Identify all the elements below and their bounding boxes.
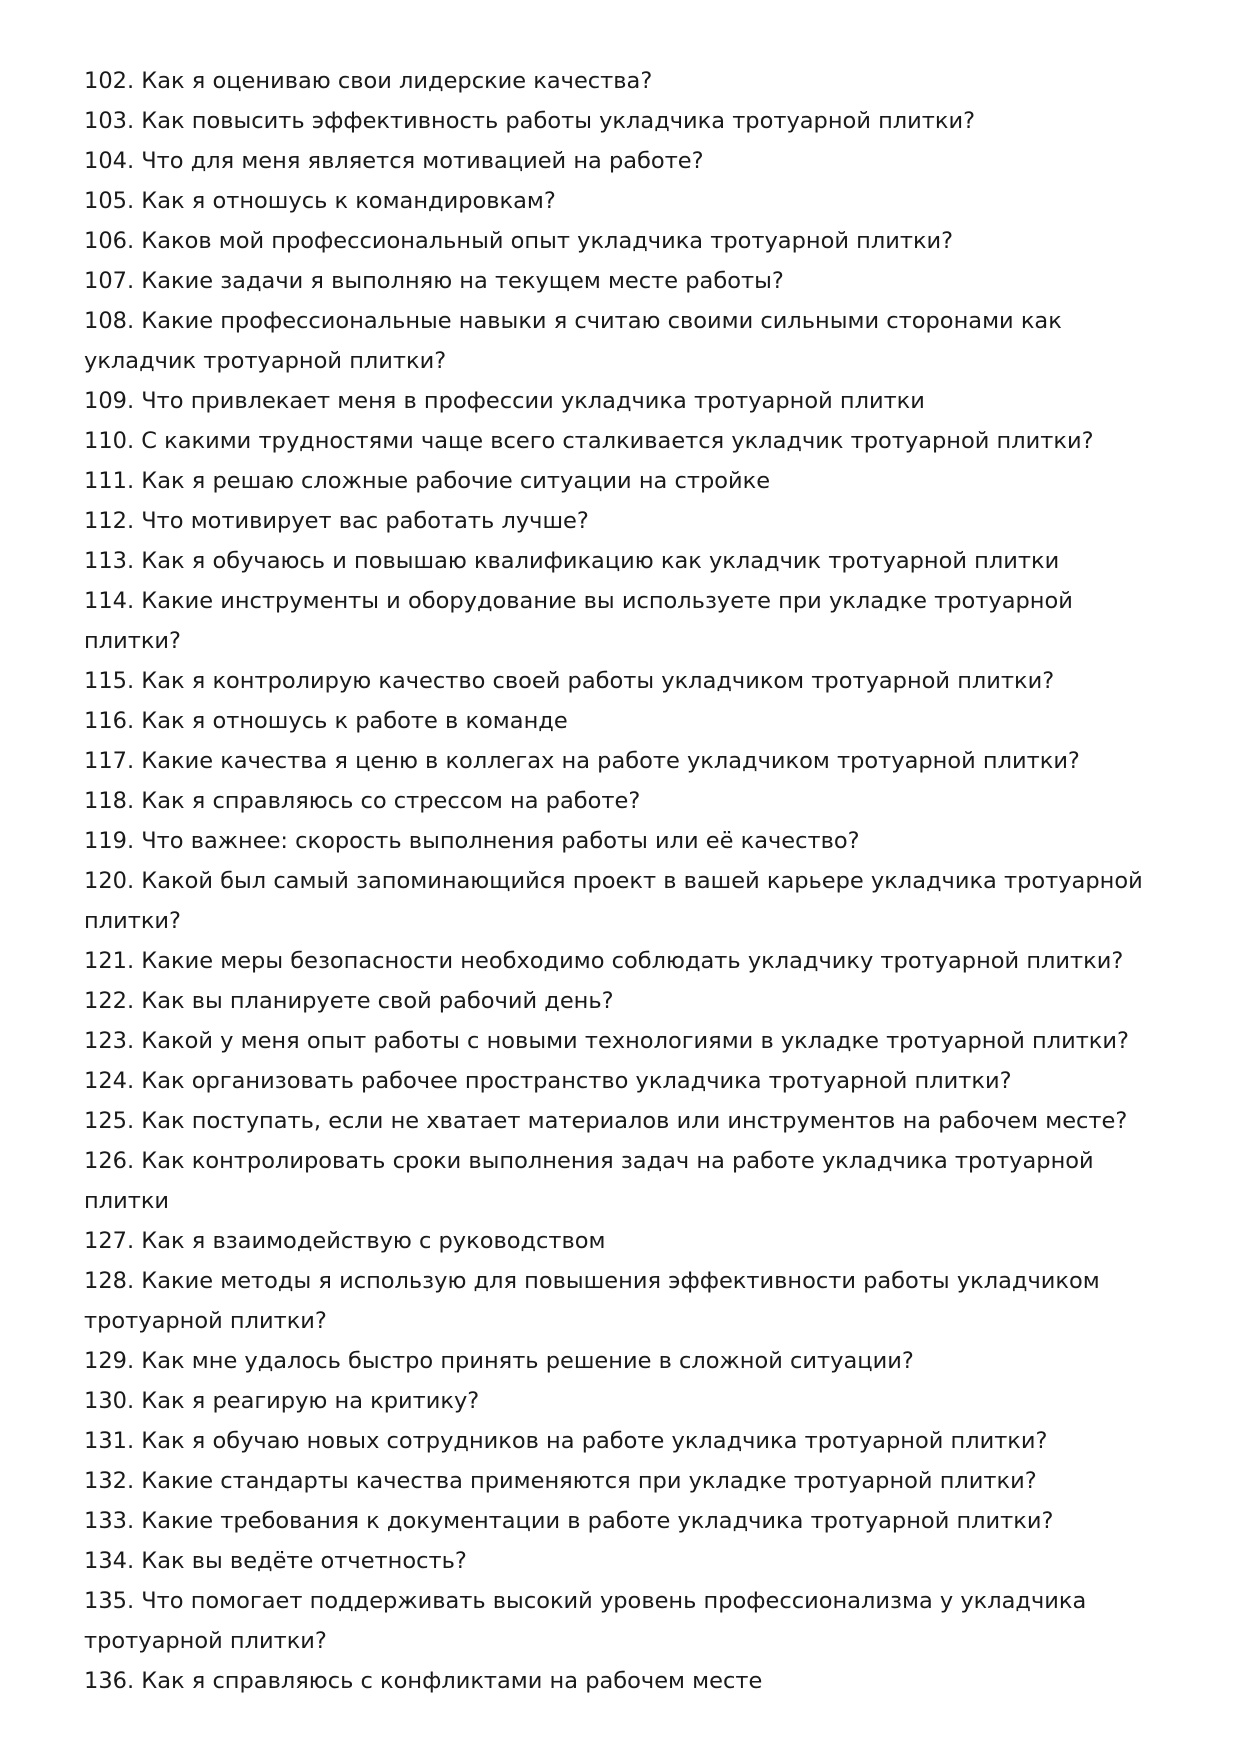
list-item: 128. Какие методы я использую для повышения эффективности работы укладчиком тротуарной плитки? [84, 1268, 1100, 1334]
list-item: 117. Какие качества я ценю в коллегах на работе укладчиком тротуарной плитки? [84, 748, 1080, 774]
list-item: 129. Как мне удалось быстро принять решение в сложной ситуации? [84, 1348, 914, 1374]
list-item: 112. Что мотивирует вас работать лучше? [84, 508, 589, 534]
list-item: 125. Как поступать, если не хватает материалов или инструментов на рабочем месте? [84, 1108, 1128, 1134]
list-item: 132. Какие стандарты качества применяются при укладке тротуарной плитки? [84, 1468, 1037, 1494]
list-item: 115. Как я контролирую качество своей работы укладчиком тротуарной плитки? [84, 668, 1055, 694]
list-item: 109. Что привлекает меня в профессии укладчика тротуарной плитки [84, 388, 925, 414]
list-item: 131. Как я обучаю новых сотрудников на работе укладчика тротуарной плитки? [84, 1428, 1048, 1454]
list-item: 108. Какие профессиональные навыки я считаю своими сильными сторонами как укладчик тротуарной плитки? [84, 308, 1062, 374]
list-item: 122. Как вы планируете свой рабочий день? [84, 988, 614, 1014]
question-list [84, 61, 1174, 1701]
list-item: 127. Как я взаимодействую с руководством [84, 1228, 606, 1254]
list-item: 119. Что важнее: скорость выполнения работы или её качество? [84, 828, 860, 854]
list-item: 110. С какими трудностями чаще всего сталкивается укладчик тротуарной плитки? [84, 428, 1094, 454]
list-item: 126. Как контролировать сроки выполнения задач на работе укладчика тротуарной плитки [84, 1148, 1094, 1214]
list-item: 135. Что помогает поддерживать высокий уровень профессионализма у укладчика тротуарной плитки? [84, 1588, 1087, 1654]
list-item: 113. Как я обучаюсь и повышаю квалификацию как укладчик тротуарной плитки [84, 548, 1060, 574]
list-item: 116. Как я отношусь к работе в команде [84, 708, 568, 734]
list-item: 130. Как я реагирую на критику? [84, 1388, 480, 1414]
list-item: 133. Какие требования к документации в работе укладчика тротуарной плитки? [84, 1508, 1054, 1534]
list-item: 107. Какие задачи я выполняю на текущем месте работы? [84, 268, 784, 294]
list-item: 124. Как организовать рабочее пространство укладчика тротуарной плитки? [84, 1068, 1012, 1094]
list-item: 104. Что для меня является мотивацией на работе? [84, 148, 704, 174]
list-item: 114. Какие инструменты и оборудование вы используете при укладке тротуарной плитки? [84, 588, 1073, 654]
list-item: 134. Как вы ведёте отчетность? [84, 1548, 467, 1574]
list-item: 136. Как я справляюсь с конфликтами на рабочем месте [84, 1668, 763, 1694]
list-item: 111. Как я решаю сложные рабочие ситуации на стройке [84, 468, 771, 494]
list-item: 102. Как я оцениваю свои лидерские качества? [84, 68, 653, 94]
list-item: 105. Как я отношусь к командировкам? [84, 188, 556, 214]
list-item: 121. Какие меры безопасности необходимо соблюдать укладчику тротуарной плитки? [84, 948, 1124, 974]
list-item: 120. Какой был самый запоминающийся проект в вашей карьере укладчика тротуарной плитки? [84, 868, 1143, 934]
list-item: 103. Как повысить эффективность работы укладчика тротуарной плитки? [84, 108, 976, 134]
list-item: 118. Как я справляюсь со стрессом на работе? [84, 788, 641, 814]
list-item: 106. Каков мой профессиональный опыт укладчика тротуарной плитки? [84, 228, 954, 254]
list-item: 123. Какой у меня опыт работы с новыми технологиями в укладке тротуарной плитки? [84, 1028, 1129, 1054]
